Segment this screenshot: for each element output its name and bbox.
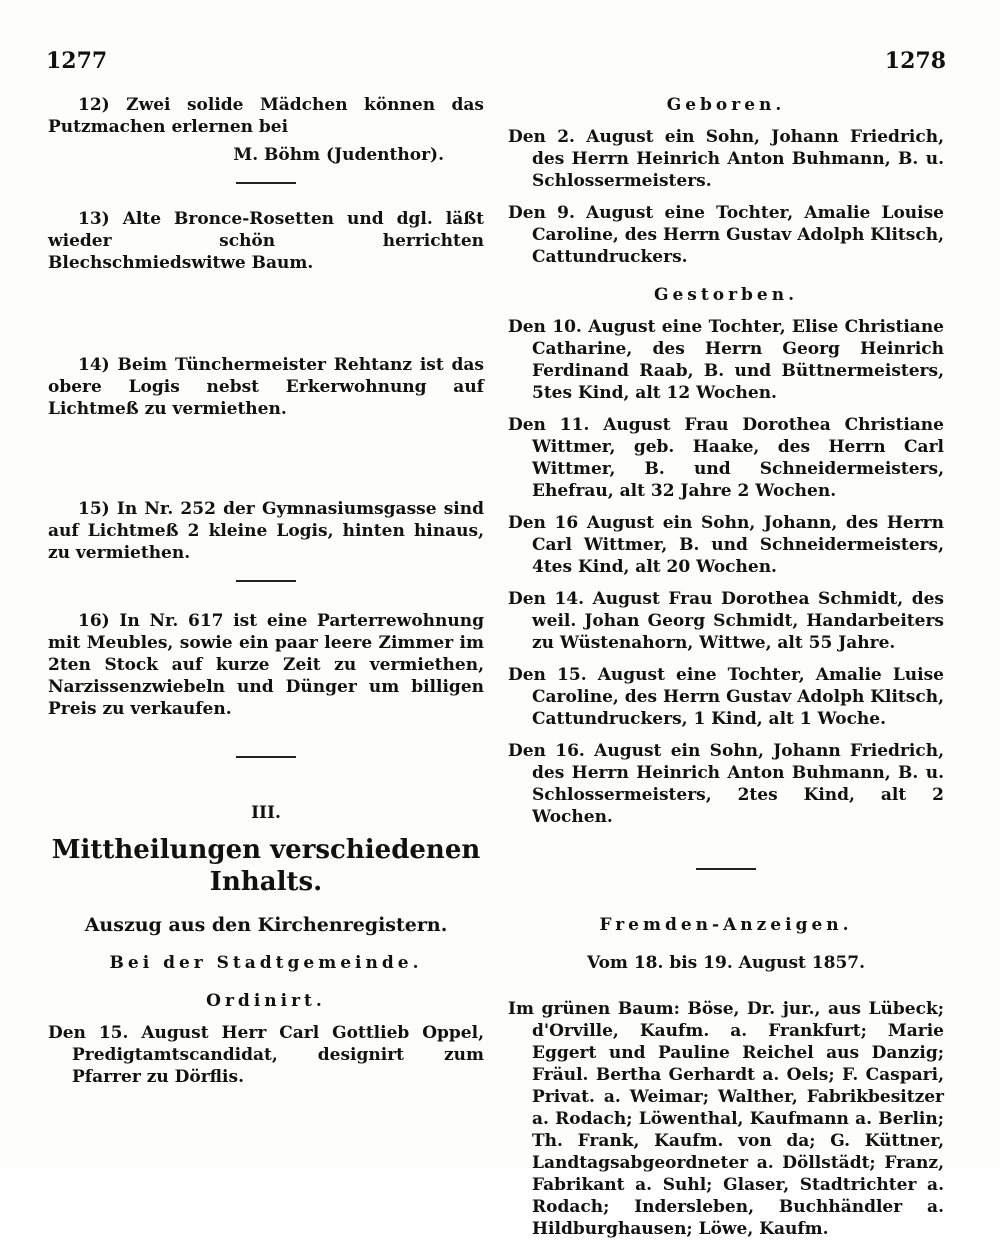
ordinirt-entry: Den 15. August Herr Carl Gottlieb Oppel, Predigtamtscandidat, designirt zum Pfarrer zu Dörflis. [48,1023,484,1087]
gestorben-heading: Gestorben. [653,285,799,305]
advert-13: 13) Alte Bronce-Rosetten und dgl. läßt wieder schön herrichten Blechschmiedswitwe Baum. [48,209,484,273]
fremden-list: Im grünen Baum: Böse, Dr. jur., aus Lübeck; d'Orville, Kaufm. a. Frankfurt; Marie Eggert und Pauline Reichel aus Danzig; Fräul. Bertha Gerhardt a. Oels; F. Caspari, Privat. a. Weimar; Walther, Fabrikbesitzer a. Rodach; Löwenthal, Kaufmann a. Berlin; Th. Frank, Kaufm. von da; G. Küttner, Landtagsabgeordneter a. Döllstädt; Franz, Fabrikant a. Suhl; Glaser, Stadtrichter a. Rodach; Indersleben, Buchhändler a. Hildburghausen; Löwe, Kaufm. [508,999,944,1239]
advert-12: 12) Zwei solide Mädchen können das Putzmachen erlernen bei [48,95,484,137]
birth-entry: Den 9. August eine Tochter, Amalie Louise Caroline, des Herrn Gustav Adolph Klitsch, Cattundruckers. [508,203,944,267]
death-entry: Den 10. August eine Tochter, Elise Christiane Catharine, des Herrn Georg Heinrich Ferdinand Raab, B. und Büttnermeisters, 5tes Kind, alt 12 Wochen. [508,317,944,403]
advert-15: 15) In Nr. 252 der Gymnasiumsgasse sind auf Lichtmeß 2 kleine Logis, hinten hinaus, zu vermiethen. [48,499,484,563]
page-number-right: 1278 [884,48,946,74]
advert-16: 16) In Nr. 617 ist eine Parterrewohnung mit Meubles, sowie ein paar leere Zimmer im 2ten Stock auf kurze Zeit zu vermiethen, Narzissenzwiebeln und Dünger um billigen Preis zu verkaufen. [48,611,484,719]
left-column [48,94,484,1088]
death-entry: Den 15. August eine Tochter, Amalie Luise Caroline, des Herrn Gustav Adolph Klitsch, Cattundruckers, 1 Kind, alt 1 Woche. [508,665,944,729]
ordinirt-heading: Ordinirt. [206,991,326,1011]
section-title: Mittheilungen verschiedenen Inhalts. [51,835,481,897]
death-entry: Den 11. August Frau Dorothea Christiane Wittmer, geb. Haake, des Herrn Carl Wittmer, B. und Schneidermeisters, Ehefrau, alt 32 Jahre 2 Wochen. [508,415,944,501]
fremden-heading: Fremden-Anzeigen. [599,915,853,935]
advert-14: 14) Beim Tünchermeister Rehtanz ist das obere Logis nebst Erkerwohnung auf Lichtmeß zu vermiethen. [48,355,484,419]
advert-12-signature: M. Böhm (Judenthor). [233,145,444,165]
fremden-date: Vom 18. bis 19. August 1857. [586,953,866,973]
page-number-left: 1277 [46,48,108,74]
right-column [508,94,944,1240]
section-subtitle: Auszug aus den Kirchenregistern. [84,914,448,936]
section-number: III. [251,803,281,823]
death-entry: Den 16 August ein Sohn, Johann, des Herrn Carl Wittmer, B. und Schneidermeisters, 4tes Kind, alt 20 Wochen. [508,513,944,577]
birth-entry: Den 2. August ein Sohn, Johann Friedrich, des Herrn Heinrich Anton Buhmann, B. u. Schlossermeisters. [508,127,944,191]
death-entry: Den 16. August ein Sohn, Johann Friedrich, des Herrn Heinrich Anton Buhmann, B. u. Schlossermeisters, 2tes Kind, alt 2 Wochen. [508,741,944,827]
geboren-heading: Geboren. [666,95,786,115]
death-entry: Den 14. August Frau Dorothea Schmidt, des weil. Johan Georg Schmidt, Handarbeiters zu Wüstenahorn, Wittwe, alt 55 Jahre. [508,589,944,653]
parish-heading: Bei der Stadtgemeinde. [109,953,423,973]
